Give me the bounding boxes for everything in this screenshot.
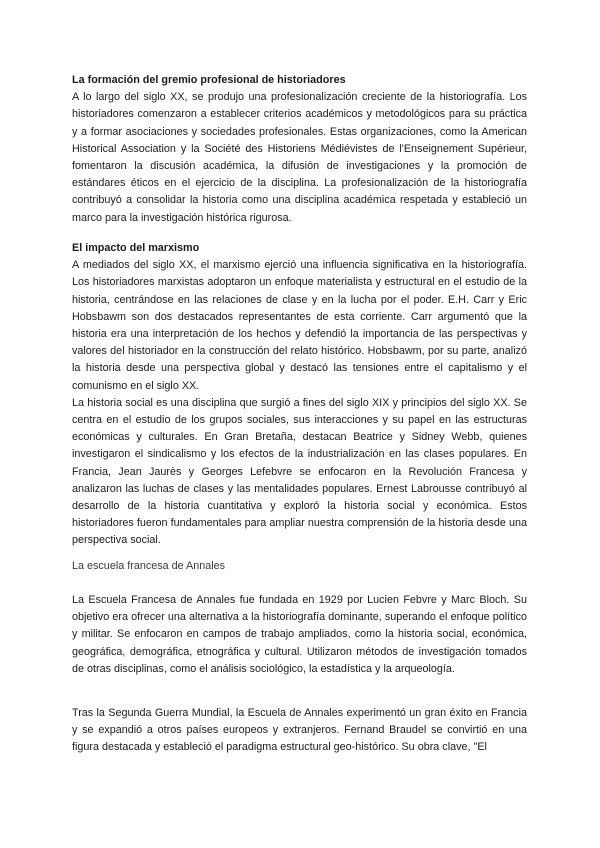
body-paragraph: A lo largo del siglo XX, se produjo una profesionalización creciente de la historiografía. Los historiadores comenzaron a establecer criterios académicos y metodológicos para su práctica y a formar asociaciones y sociedades profesionales. Estas organizaciones, como la American Historical Association y la Société des Historiens Médiévistes de l'Enseignement Supérieur, fomentaron la discusión académica, la difusión de investigaciones y la promoción de estándares éticos en el ejercicio de la disciplina. La profesionalización de la historiografía contribuyó a consolidar la historia como una disciplina académica respetada y estableció un marco para la investigación histórica rigurosa. [72,91,527,224]
section-heading: La formación del gremio profesional de historiadores [72,74,346,86]
body-paragraph: A mediados del siglo XX, el marxismo ejerció una influencia significativa en la historiografía. Los historiadores marxistas adoptaron un enfoque materialista y estructural en el estudio de la historia, centrándose en las relaciones de clase y en la lucha por el poder. E.H. Carr y Eric Hobsbawm son dos destacados representantes de esta corriente. Carr argumentó que la historia era una interpretación de los hechos y defendió la importancia de las perspectivas y valores del historiador en la construcción del relato histórico. Hobsbawm, por su parte, analizó la historia desde una perspectiva global y destacó las tensiones entre el capitalismo y el comunismo en el siglo XX. [72,259,527,392]
section-heading: La escuela francesa de Annales [72,560,226,572]
body-paragraph: Tras la Segunda Guerra Mundial, la Escuela de Annales experimentó un gran éxito en Francia y se expandió a otros países europeos y extranjeros. Fernand Braudel se convirtió en una figura destacada y estableció el paradigma estructural geo-histórico. Su obra clave, "El [72,707,527,754]
section-marxism [72,240,527,550]
section-annales-paragraph-1 [72,592,527,678]
section-annales-paragraph-2 [72,705,527,757]
body-paragraph: La Escuela Francesa de Annales fue fundada en 1929 por Lucien Febvre y Marc Bloch. Su objetivo era ofrecer una alternativa a la historiografía dominante, superando el enfoque político y militar. Se enfocaron en campos de trabajo ampliados, como la historia social, económica, geográfica, demográfica, etnográfica y cultural. Utilizaron métodos de investigación tomados de otras disciplinas, como el análisis sociológico, la estadística y la arqueología. [72,594,527,675]
body-paragraph: La historia social es una disciplina que surgió a fines del siglo XIX y principios del siglo XX. Se centra en el estudio de los grupos sociales, sus interacciones y su papel en las estructuras económicas y culturales. En Gran Bretaña, destacan Beatrice y Sidney Webb, quienes investigaron el sindicalismo y los efectos de la industrialización en las clases populares. En Francia, Jean Jaurès y Georges Lefebvre se enfocaron en la Revolución Francesa y analizaron las luchas de clases y las mentalidades populares. Ernest Labrousse contribuyó al desarrollo de la historia cuantitativa y exploró la historia social y económica. Estos historiadores fueron fundamentales para ampliar nuestra comprensión de la historia desde una perspectiva social. [72,396,527,547]
section-heading: El impacto del marxismo [72,242,200,254]
section-annales-heading-block [72,558,527,575]
section-professionalization [72,72,527,227]
